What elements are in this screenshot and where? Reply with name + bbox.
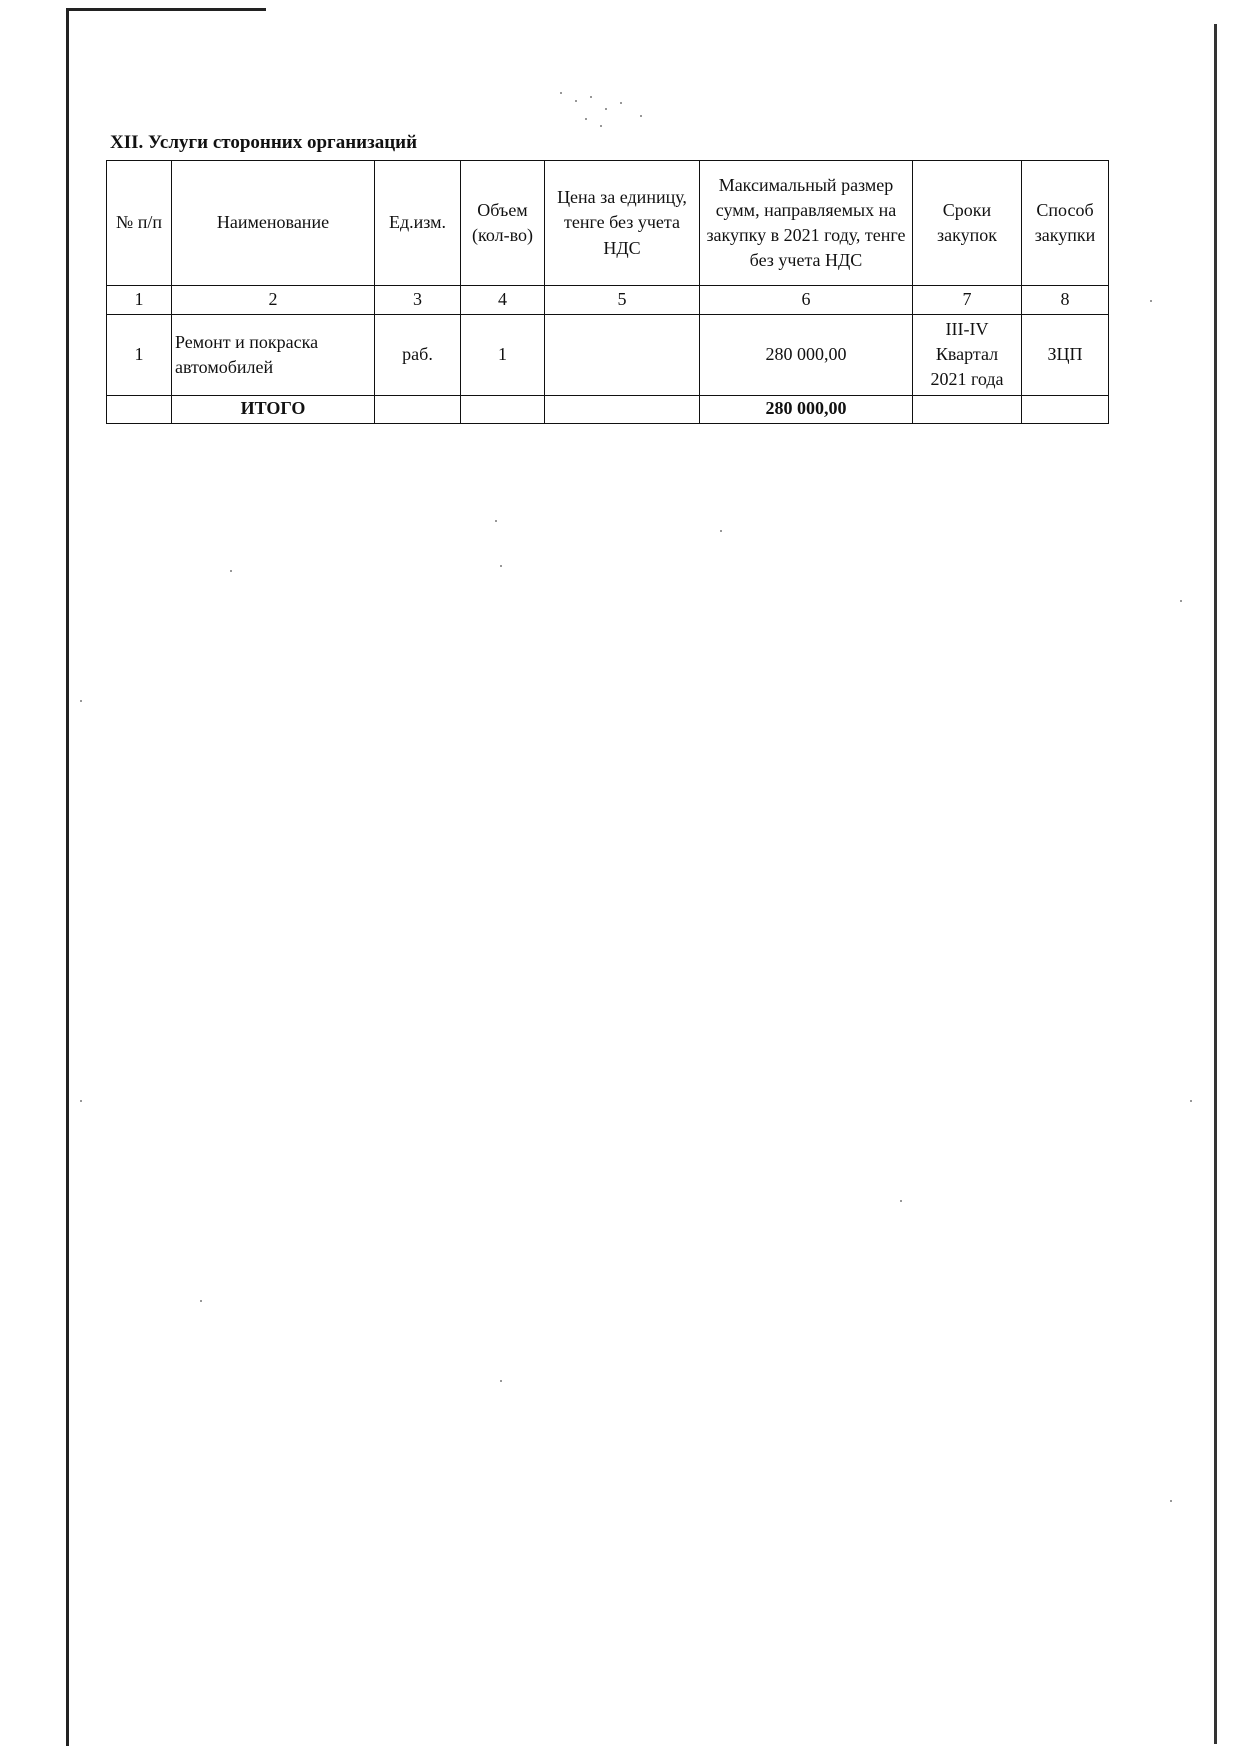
cell-term: III-IV Квартал 2021 года [913,315,1022,396]
column-number: 5 [545,286,700,315]
cell-unit: раб. [375,315,461,396]
scan-speck [720,530,722,532]
header-cell-method: Способ закупки [1022,161,1109,286]
scan-speck [575,100,577,102]
column-number: 8 [1022,286,1109,315]
scan-speck [500,1380,502,1382]
total-empty-cell [1022,395,1109,423]
column-number: 4 [461,286,545,315]
column-number-row [107,286,1109,315]
cell-method: ЗЦП [1022,315,1109,396]
scan-speck [620,102,622,104]
scan-speck [1170,1500,1172,1502]
total-row [107,395,1109,423]
cell-unit-price [545,315,700,396]
header-cell-qty: Объем (кол-во) [461,161,545,286]
scan-speck [495,520,497,522]
header-cell-num: № п/п [107,161,172,286]
total-empty-cell [107,395,172,423]
cell-qty: 1 [461,315,545,396]
cell-max-sum: 280 000,00 [700,315,913,396]
table-row [107,315,1109,396]
column-number: 1 [107,286,172,315]
scan-speck [560,92,562,94]
total-empty-cell [375,395,461,423]
scan-speck [230,570,232,572]
total-label: ИТОГО [172,395,375,423]
total-max-sum: 280 000,00 [700,395,913,423]
cell-num: 1 [107,315,172,396]
services-table [106,160,1109,424]
scan-edge-left [66,8,69,1746]
header-row [107,161,1109,286]
column-number: 6 [700,286,913,315]
scan-edge-top [66,8,266,11]
column-number: 3 [375,286,461,315]
scan-speck [640,115,642,117]
cell-name: Ремонт и покраска автомобилей [172,315,375,396]
header-cell-unit: Ед.изм. [375,161,461,286]
header-cell-unit-price: Цена за единицу, тенге без учета НДС [545,161,700,286]
scan-edge-right [1214,24,1217,1744]
header-cell-term: Сроки закупок [913,161,1022,286]
scan-speck [600,125,602,127]
column-number: 2 [172,286,375,315]
scan-speck [200,1300,202,1302]
scan-speck [80,700,82,702]
scan-speck [1180,600,1182,602]
scan-speck [1150,300,1152,302]
header-cell-max-sum: Максимальный размер сумм, направляемых на закупку в 2021 году, тенге без учета НДС [700,161,913,286]
total-empty-cell [545,395,700,423]
scan-speck [605,108,607,110]
scan-speck [585,118,587,120]
scan-speck [500,565,502,567]
scan-speck [900,1200,902,1202]
section-title: XII. Услуги сторонних организаций [110,132,418,153]
total-empty-cell [461,395,545,423]
scan-speck [590,96,592,98]
total-empty-cell [913,395,1022,423]
scan-speck [80,1100,82,1102]
scan-speck [1190,1100,1192,1102]
column-number: 7 [913,286,1022,315]
header-cell-name: Наименование [172,161,375,286]
